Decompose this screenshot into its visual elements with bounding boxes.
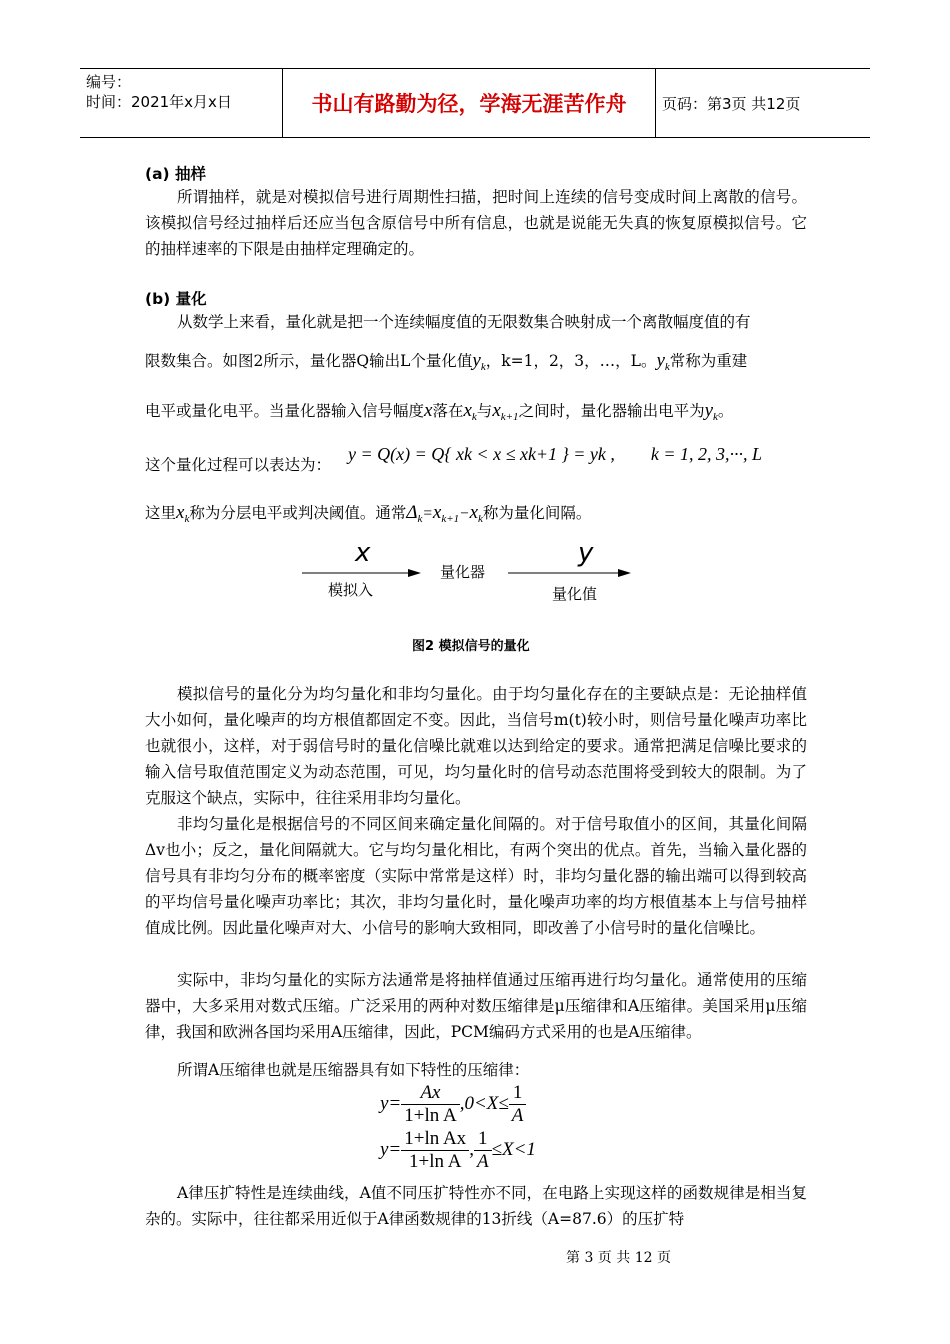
section-b-line1: 从数学上来看，量化就是把一个连续幅度值的无限数集合映射成一个离散幅度值的有 [177,313,751,331]
paragraph-a-law-curve: A律压扩特性是连续曲线，A值不同压扩特性亦不同，在电路上实现这样的函数规律是相当复杂的。实际中，往往都采用近似于A律函数规律的13折线（A=87.6）的压扩特 [145,1184,807,1228]
header-info-cell [80,69,283,137]
section-b-line5: 这里$x_k$称为分层电平或判决阈值。通常$\Delta_k=x_{k+1}-x_k$称为量化间隔。 [145,502,592,526]
figure-x-symbol: x [355,538,371,568]
paragraph-a-law-intro: 所谓A压缩律也就是压缩器具有如下特性的压缩律： [177,1061,530,1079]
page-footer: 第 3 页 共 12 页 [566,1250,671,1266]
header-motto: 书山有路勤为径，学海无涯苦作舟 [283,69,656,137]
output-arrow-head [618,569,631,577]
section-b-line2: 限数集合。如图2所示，量化器Q输出L个量化值$y_k$，k=1，2，3，…，L。$y_k$常称为重建 [145,350,748,374]
paragraph-compression: 实际中，非均匀量化的实际方法通常是将抽样值通过压缩再进行均匀量化。通常使用的压缩器中，大多采用对数式压缩。广泛采用的两种对数压缩律是μ压缩律和A压缩律。美国采用μ压缩律，我国和欧洲各国均采用A压缩律，因此，PCM编码方式采用的也是A压缩律。 [145,971,807,1041]
quantizer-label: 量化器 [440,563,486,581]
a-law-formula-1: y= $\frac{Ax}{\text{1+ln A}}$ ,0<X≤ $\frac{1}{A}$ [380,1082,526,1127]
section-b-line3: 电平或量化电平。当量化器输入信号幅度x落在$x_k$与$x_{k+1}$之间时，量化器输出电平为$y_k$。 [145,400,734,424]
quantization-equation: y = Q(x) = Q{ xk < x ≤ xk+1 } = yk , k = 1, 2, 3,···, L [348,444,763,464]
date-label: 时间：2021年x月x日 [86,93,232,111]
section-b-heading: (b) 量化 [145,290,207,308]
number-label: 编号： [86,73,132,91]
output-label: 量化值 [552,585,598,603]
input-arrow-head [408,569,421,577]
a-law-formula-2: y= $\frac{\text{1+ln Ax}}{\text{1+ln A}}$ , $\frac{1}{A}$ ≤X<1 [380,1128,536,1172]
figure-caption: 图2 模拟信号的量化 [412,639,530,654]
paragraph-nonuniform-quantization: 非均匀量化是根据信号的不同区间来确定量化间隔的。对于信号取值小的区间，其量化间隔Δv也小；反之，量化间隔就大。它与均匀量化相比，有两个突出的优点。首先，当输入量化器的信号具有非均匀分布的概率密度（实际中常常是这样）时，非均匀量化器的输出端可以得到较高的平均信号量化噪声功率比；其次，非均匀量化时，量化噪声功率的均方根值基本上与信号抽样值成比例。因此量化噪声对大、小信号的影响大致相同，即改善了小信号时的量化信噪比。 [145,815,807,937]
page-header [80,68,870,138]
section-a-paragraph: 所谓抽样，就是对模拟信号进行周期性扫描，把时间上连续的信号变成时间上离散的信号。该模拟信号经过抽样后还应当包含原信号中所有信息，也就是说能无失真的恢复原模拟信号。它的抽样速率的下限是由抽样定理确定的。 [145,188,807,258]
page-indicator: 页码：第3页 共12页 [662,95,801,113]
section-a-heading: (a) 抽样 [145,165,207,183]
figure-y-symbol: y [578,538,594,568]
section-b-line4: 这个量化过程可以表达为： [145,456,332,474]
input-label: 模拟入 [328,581,374,599]
paragraph-uniform-quantization: 模拟信号的量化分为均匀量化和非均匀量化。由于均匀量化存在的主要缺点是：无论抽样值大小如何，量化噪声的均方根值都固定不变。因此，当信号m(t)较小时，则信号量化噪声功率比也就很小，这样，对于弱信号时的量化信噪比就难以达到给定的要求。通常把满足信噪比要求的输入信号取值范围定义为动态范围，可见，均匀量化时的信号动态范围将受到较大的限制。为了克服这个缺点，实际中，往往采用非均匀量化。 [145,685,807,807]
